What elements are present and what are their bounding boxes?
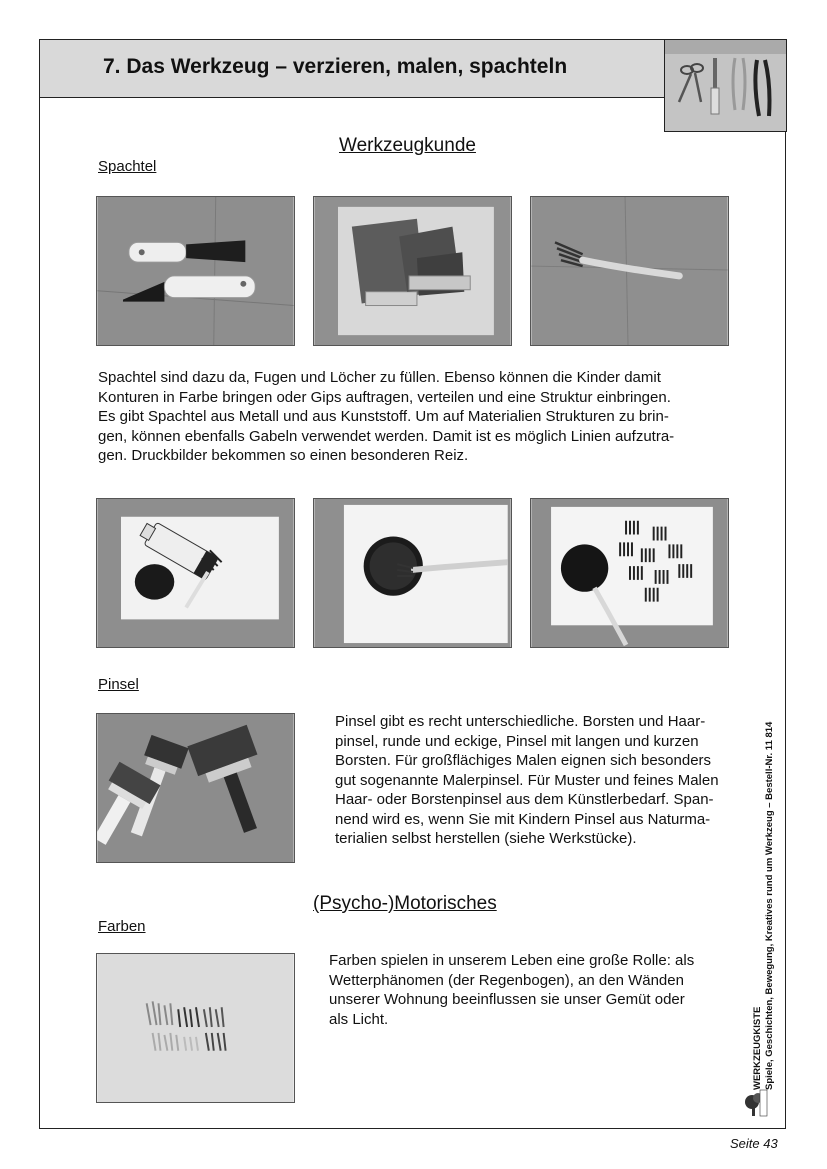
spachtel-text-line: Spachtel sind dazu da, Fugen und Löcher zu füllen. Ebenso können die Kinder damit <box>98 369 661 386</box>
farben-text-line: als Licht. <box>329 1010 389 1028</box>
sidebar-series-subtitle: Spiele, Geschichten, Bewegung, Kreatives rund um Werkzeug – Bestell-Nr. 11 814 <box>764 721 775 1090</box>
pinsel-text-line: terialien selbst herstellen (siehe Werkstücke). <box>335 830 637 847</box>
photo-farbe-tube <box>96 498 295 648</box>
tools-photo <box>664 39 787 132</box>
section-title-motorisches: (Psycho-)Motorisches <box>313 893 497 914</box>
page-title: 7. Das Werkzeug – verzieren, malen, spachteln <box>103 55 568 78</box>
pinsel-text <box>335 712 755 849</box>
spachtel-text-line: gen. Druckbilder bekommen so einen besonderen Reiz. <box>98 447 469 464</box>
subhead-pinsel: Pinsel <box>98 676 139 693</box>
spachtel-text-line: Es gibt Spachtel aus Metall und aus Kunststoff. Um auf Materialien Strukturen zu brin- <box>98 408 669 425</box>
subhead-farben: Farben <box>98 918 146 935</box>
pinsel-text-line: Haar- oder Borstenpinsel aus dem Künstlerbedarf. Span- <box>335 791 714 808</box>
sidebar-series-info <box>752 530 792 1090</box>
subhead-spachtel: Spachtel <box>98 158 157 175</box>
pinsel-text-line: Borsten. Für großflächiges Malen eignen sich besonders <box>335 752 712 769</box>
spachtel-text-line: Konturen in Farbe bringen oder Gips auftragen, verteilen und eine Struktur einbringen. <box>98 388 671 406</box>
farben-text <box>329 951 739 1029</box>
sidebar-series-title: WERKZEUGKISTE <box>752 1006 763 1090</box>
farben-text-line: unserer Wohnung beeinflussen sie unser Gemüt oder <box>329 991 685 1008</box>
photo-farben <box>96 953 295 1103</box>
page-number: Seite 43 <box>730 1136 778 1151</box>
photo-spachtel-metal <box>96 196 295 346</box>
photo-gabel <box>530 196 729 346</box>
photo-farbe-gabel <box>313 498 512 648</box>
pinsel-text-line: pinsel, runde und eckige, Pinsel mit langen und kurzen <box>335 732 699 750</box>
farben-text-line: Farben spielen in unserem Leben eine große Rolle: als <box>329 952 695 969</box>
pinsel-text-line: Pinsel gibt es recht unterschiedliche. Borsten und Haar- <box>335 713 706 730</box>
spachtel-text-line: gen, können ebenfalls Gabeln verwendet werden. Damit ist es möglich Linien aufzutra- <box>98 427 675 445</box>
photo-druckbild <box>530 498 729 648</box>
pinsel-text-line: gut sogenannte Malerpinsel. Für Muster und feines Malen <box>335 771 719 789</box>
pinsel-text-line: nend wird es, wenn Sie mit Kindern Pinsel aus Naturma- <box>335 810 711 828</box>
photo-spachtel-plastic <box>313 196 512 346</box>
spachtel-text <box>98 368 738 466</box>
photo-pinsel <box>96 713 295 863</box>
farben-text-line: Wetterphänomen (der Regenbogen), an den Wänden <box>329 971 684 989</box>
section-title-werkzeugkunde: Werkzeugkunde <box>339 135 476 156</box>
publisher-logo <box>742 1088 768 1118</box>
